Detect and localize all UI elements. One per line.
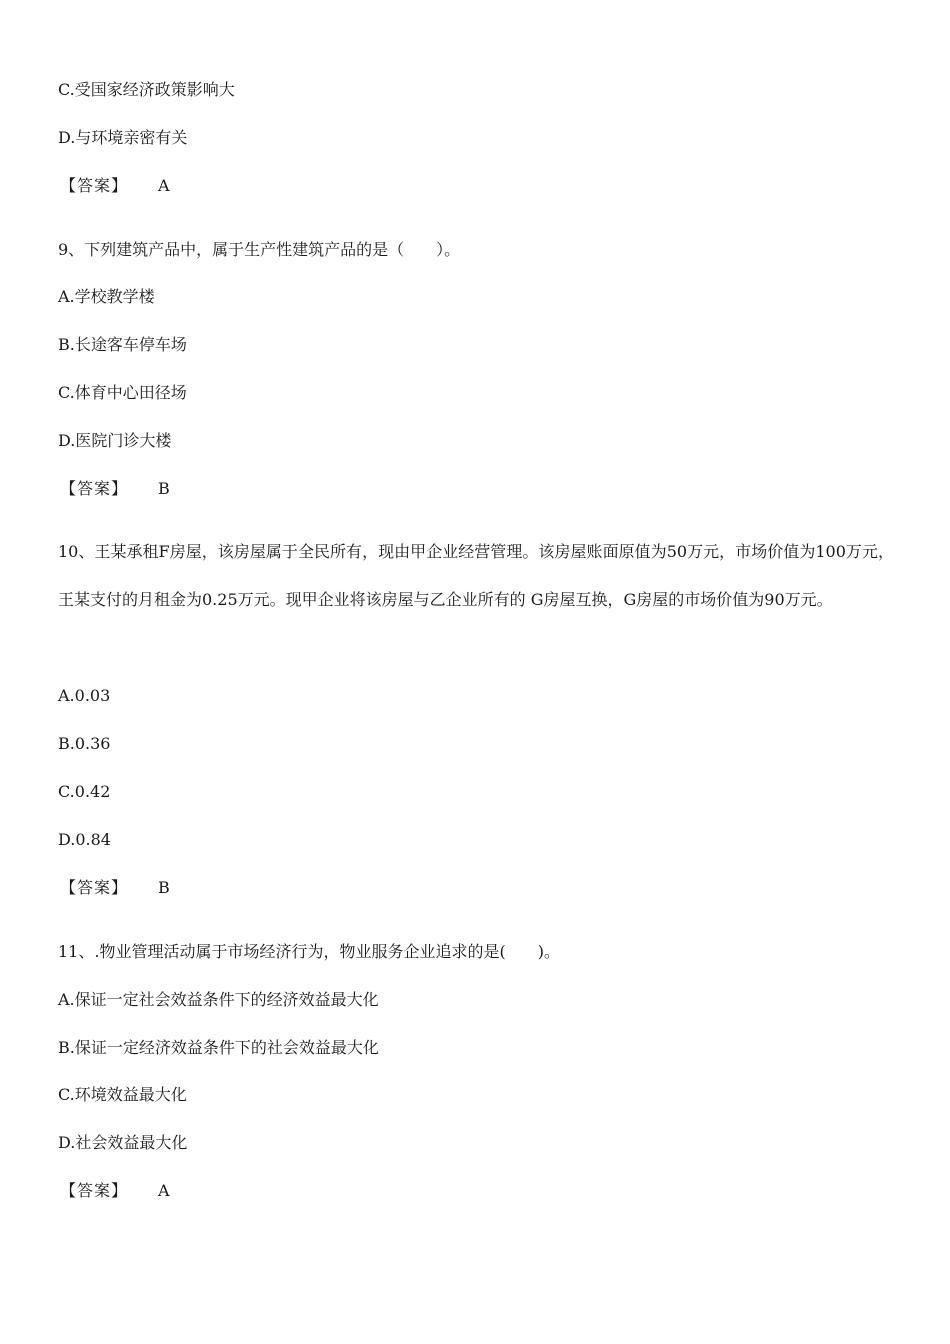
answer-label: 【答案】	[60, 479, 129, 498]
option-c: C.体育中心田径场	[58, 383, 187, 402]
answer-row	[60, 479, 170, 499]
option-b: B.保证一定经济效益条件下的社会效益最大化	[58, 1038, 379, 1057]
answer-value: B	[158, 878, 170, 897]
answer-value: A	[158, 176, 170, 195]
answer-row	[60, 1181, 170, 1201]
option-b: B.长途客车停车场	[58, 335, 187, 354]
option-c: C.0.42	[58, 782, 111, 801]
option-d: D.与环境亲密有关	[58, 128, 188, 147]
question-stem: 10、王某承租F房屋，该房屋属于全民所有，现由甲企业经营管理。该房屋账面原值为50万元，市场价值为100万元，王某支付的月租金为0.25万元。现甲企业将该房屋与乙企业所有的 G房屋互换，G房屋的市场价值为90万元。	[58, 542, 894, 609]
option-b: B.0.36	[58, 734, 111, 753]
option-d: D.医院门诊大楼	[58, 431, 172, 450]
option-a: A.学校教学楼	[58, 287, 155, 306]
option-a: A.0.03	[58, 686, 111, 705]
answer-label: 【答案】	[60, 878, 129, 897]
answer-row	[60, 176, 170, 196]
answer-label: 【答案】	[60, 176, 129, 195]
question-stem: 11、.物业管理活动属于市场经济行为，物业服务企业追求的是( )。	[58, 942, 560, 961]
option-c: C.受国家经济政策影响大	[58, 80, 235, 99]
answer-row	[60, 878, 170, 898]
answer-value: B	[158, 479, 170, 498]
answer-label: 【答案】	[60, 1181, 129, 1200]
option-d: D.社会效益最大化	[58, 1133, 188, 1152]
option-d: D.0.84	[58, 830, 111, 849]
option-a: A.保证一定社会效益条件下的经济效益最大化	[58, 990, 379, 1009]
answer-value: A	[158, 1181, 170, 1200]
option-c: C.环境效益最大化	[58, 1085, 187, 1104]
question-stem: 9、下列建筑产品中，属于生产性建筑产品的是（ ）。	[58, 240, 461, 259]
